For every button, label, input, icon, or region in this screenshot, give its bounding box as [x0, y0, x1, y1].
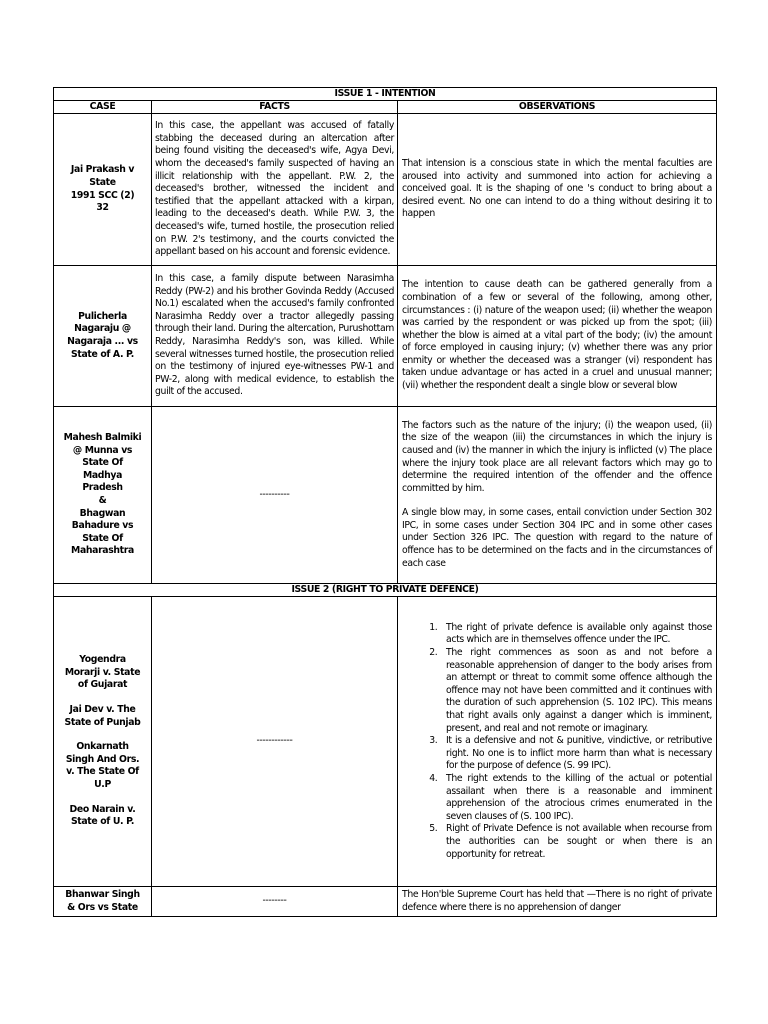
table-row: [54, 266, 717, 407]
case-name: [54, 407, 152, 584]
case-line: 1991 SCC (2): [70, 189, 135, 201]
case-line: Singh And Ors.: [65, 753, 140, 765]
case-observations: [398, 597, 717, 887]
table-row: [54, 114, 717, 266]
case-line: Mahesh Balmiki: [63, 432, 142, 444]
case-line: Madhya: [82, 469, 123, 481]
case-line: of Gujarat: [77, 679, 128, 691]
case-name: [54, 597, 152, 887]
case-line: Nagaraju @: [74, 323, 131, 335]
case-line: Nagaraja ... vs: [67, 336, 138, 347]
list-item: 5. Right of Private Defence is not available when recourse from the authorities can be sought or when there is an opportunity for retreat.: [440, 823, 712, 861]
case-line: State: [89, 176, 116, 188]
case-line: Bhagwan: [79, 507, 126, 519]
observation-list: [398, 622, 712, 861]
case-name: [54, 887, 152, 917]
table-row: [54, 597, 717, 887]
list-item: 2. The right commences as soon as and not before a reasonable apprehension of danger to the body arises from an attempt or threat to commit some offence although the offence may not have been committed and it continues with the duration of such apprehension (S. 102 IPC). This means that right avails only against a danger which is imminent, present, and real and not remote or imaginary.: [440, 647, 712, 735]
observation-paragraph: The factors such as the nature of the injury; (i) the weapon used, (ii) the size of the weapon (iii) the circumstances in which the injury is caused and (iv) the manner in which the injury is inflicted (v) The place where the injury took place are all relevant factors which may go to determine the required intention of the offender and the offence committed by him.: [402, 419, 713, 494]
case-line: Bahadure vs: [71, 520, 134, 532]
case-name: [54, 266, 152, 407]
observation-paragraph: A single blow may, in some cases, entail conviction under Section 302 IPC, in some cases under Section 304 IPC and in some other cases under Section 326 IPC. The question with regard to the nature of offence has to be determined on the facts and in the circumstances of each case: [402, 507, 713, 569]
table-row: [54, 887, 717, 917]
case-line: Jai Prakash v: [70, 164, 135, 176]
observation-paragraph: That intension is a conscious state in which the mental faculties are aroused into activity and summoned into action for achieving a conceived goal. It is the shaping of one 's conduct to bring about a desired event. No one can intend to do a thing without desiring it to happen: [402, 158, 713, 220]
case-observations: [398, 887, 717, 917]
table-row: [54, 407, 717, 584]
case-line: v. The State Of: [66, 766, 139, 778]
case-facts-placeholder: --------: [152, 887, 398, 917]
header-row: [54, 101, 717, 114]
case-line: Maharashtra: [71, 545, 134, 557]
case-line: U.P: [94, 778, 111, 790]
case-line: Pradesh: [82, 482, 123, 494]
case-observations: [398, 114, 717, 266]
case-facts: In this case, a family dispute between Narasimha Reddy (PW-2) and his brother Govinda Reddy (Accused No.1) escalated when the accused's family confronted Narasimha Reddy over a tractor allegedly passing through their land. During the altercation, Purushottam Reddy, Narasimha Reddy's son, was killed. While several witnesses turned hostile, the prosecution relied on the testimony of injured eye-witnesses PW-1 and PW-2, along with medical evidence, to establish the guilt of the accused.: [152, 266, 398, 407]
document-page: [53, 87, 716, 917]
issue1-title-row: [54, 88, 717, 101]
case-line: Deo Narain v.: [69, 803, 136, 815]
observation-paragraph: The intention to cause death can be gathered generally from a combination of a few or several of the following, among other, circumstances : (i) nature of the weapon used; (ii) whether the weapon was carried by the respondent or was picked up from the spot; (iii) whether the blow is aimed at a vital part of the body; (iv) the amount of force employed in causing injury; (v) whether there was any prior enmity or whether the deceased was a stranger (vi) respondent has taken undue advantage or has acted in a cruel and unusual manner; (vii) whether the respondent dealt a single blow or several blow: [402, 279, 713, 392]
case-line: Jai Dev v. The: [69, 704, 136, 716]
case-name: [54, 114, 152, 266]
header-case: CASE: [54, 101, 152, 114]
case-line: State of U. P.: [70, 816, 135, 828]
list-item: 4. The right extends to the killing of the actual or potential assailant when there is a reasonable and imminent apprehension of the atrocious crimes enumerated in the seven clauses of (S. 100 IPC).: [440, 773, 712, 823]
case-line: Morarji v. State: [64, 666, 141, 678]
header-observations: OBSERVATIONS: [398, 101, 717, 114]
list-item: 1. The right of private defence is available only against those acts which are in themselves offence under the IPC.: [440, 622, 712, 647]
case-line: Yogendra: [79, 654, 126, 666]
case-line: Bhanwar Singh: [65, 888, 140, 900]
case-line: 32: [96, 202, 109, 214]
case-line: &: [98, 495, 107, 506]
issue2-title: ISSUE 2 (RIGHT TO PRIVATE DEFENCE): [54, 584, 717, 597]
case-law-table: [53, 87, 717, 917]
case-line: State of A. P.: [71, 348, 134, 360]
case-facts-placeholder: ------------: [152, 597, 398, 887]
issue2-title-row: [54, 584, 717, 597]
case-line: State of Punjab: [64, 716, 141, 728]
case-observations: [398, 407, 717, 584]
issue1-title: ISSUE 1 - INTENTION: [54, 88, 717, 101]
header-facts: FACTS: [152, 101, 398, 114]
list-item: 3. It is a defensive and not & punitive, vindictive, or retributive right. No one is to inflict more harm than what is necessary for the purpose of defence (S. 99 IPC).: [440, 735, 712, 773]
case-line: State Of: [82, 532, 123, 544]
case-line: @ Munna vs: [72, 444, 133, 456]
case-facts-placeholder: ----------: [152, 407, 398, 584]
case-observations: [398, 266, 717, 407]
case-line: Onkarnath: [76, 741, 129, 753]
case-line: Pulicherla: [78, 310, 127, 322]
observation-paragraph: The Hon'ble Supreme Court has held that —There is no right of private defence where there is no apprehension of danger: [402, 888, 713, 913]
case-line: State Of: [82, 457, 123, 469]
case-facts: In this case, the appellant was accused of fatally stabbing the deceased during an altercation after being found visiting the deceased's wife, Agya Devi, whom the deceased's family suspected of having an illicit relationship with the appellant. P.W. 2, the deceased's brother, witnessed the incident and testified that the appellant attacked with a kirpan, leading to the deceased's death. While P.W. 3, the deceased's wife, turned hostile, the prosecution relied on P.W. 2's testimony, and the courts convicted the appellant based on his account and forensic evidence.: [152, 114, 398, 266]
case-line: & Ors vs State: [67, 901, 138, 913]
